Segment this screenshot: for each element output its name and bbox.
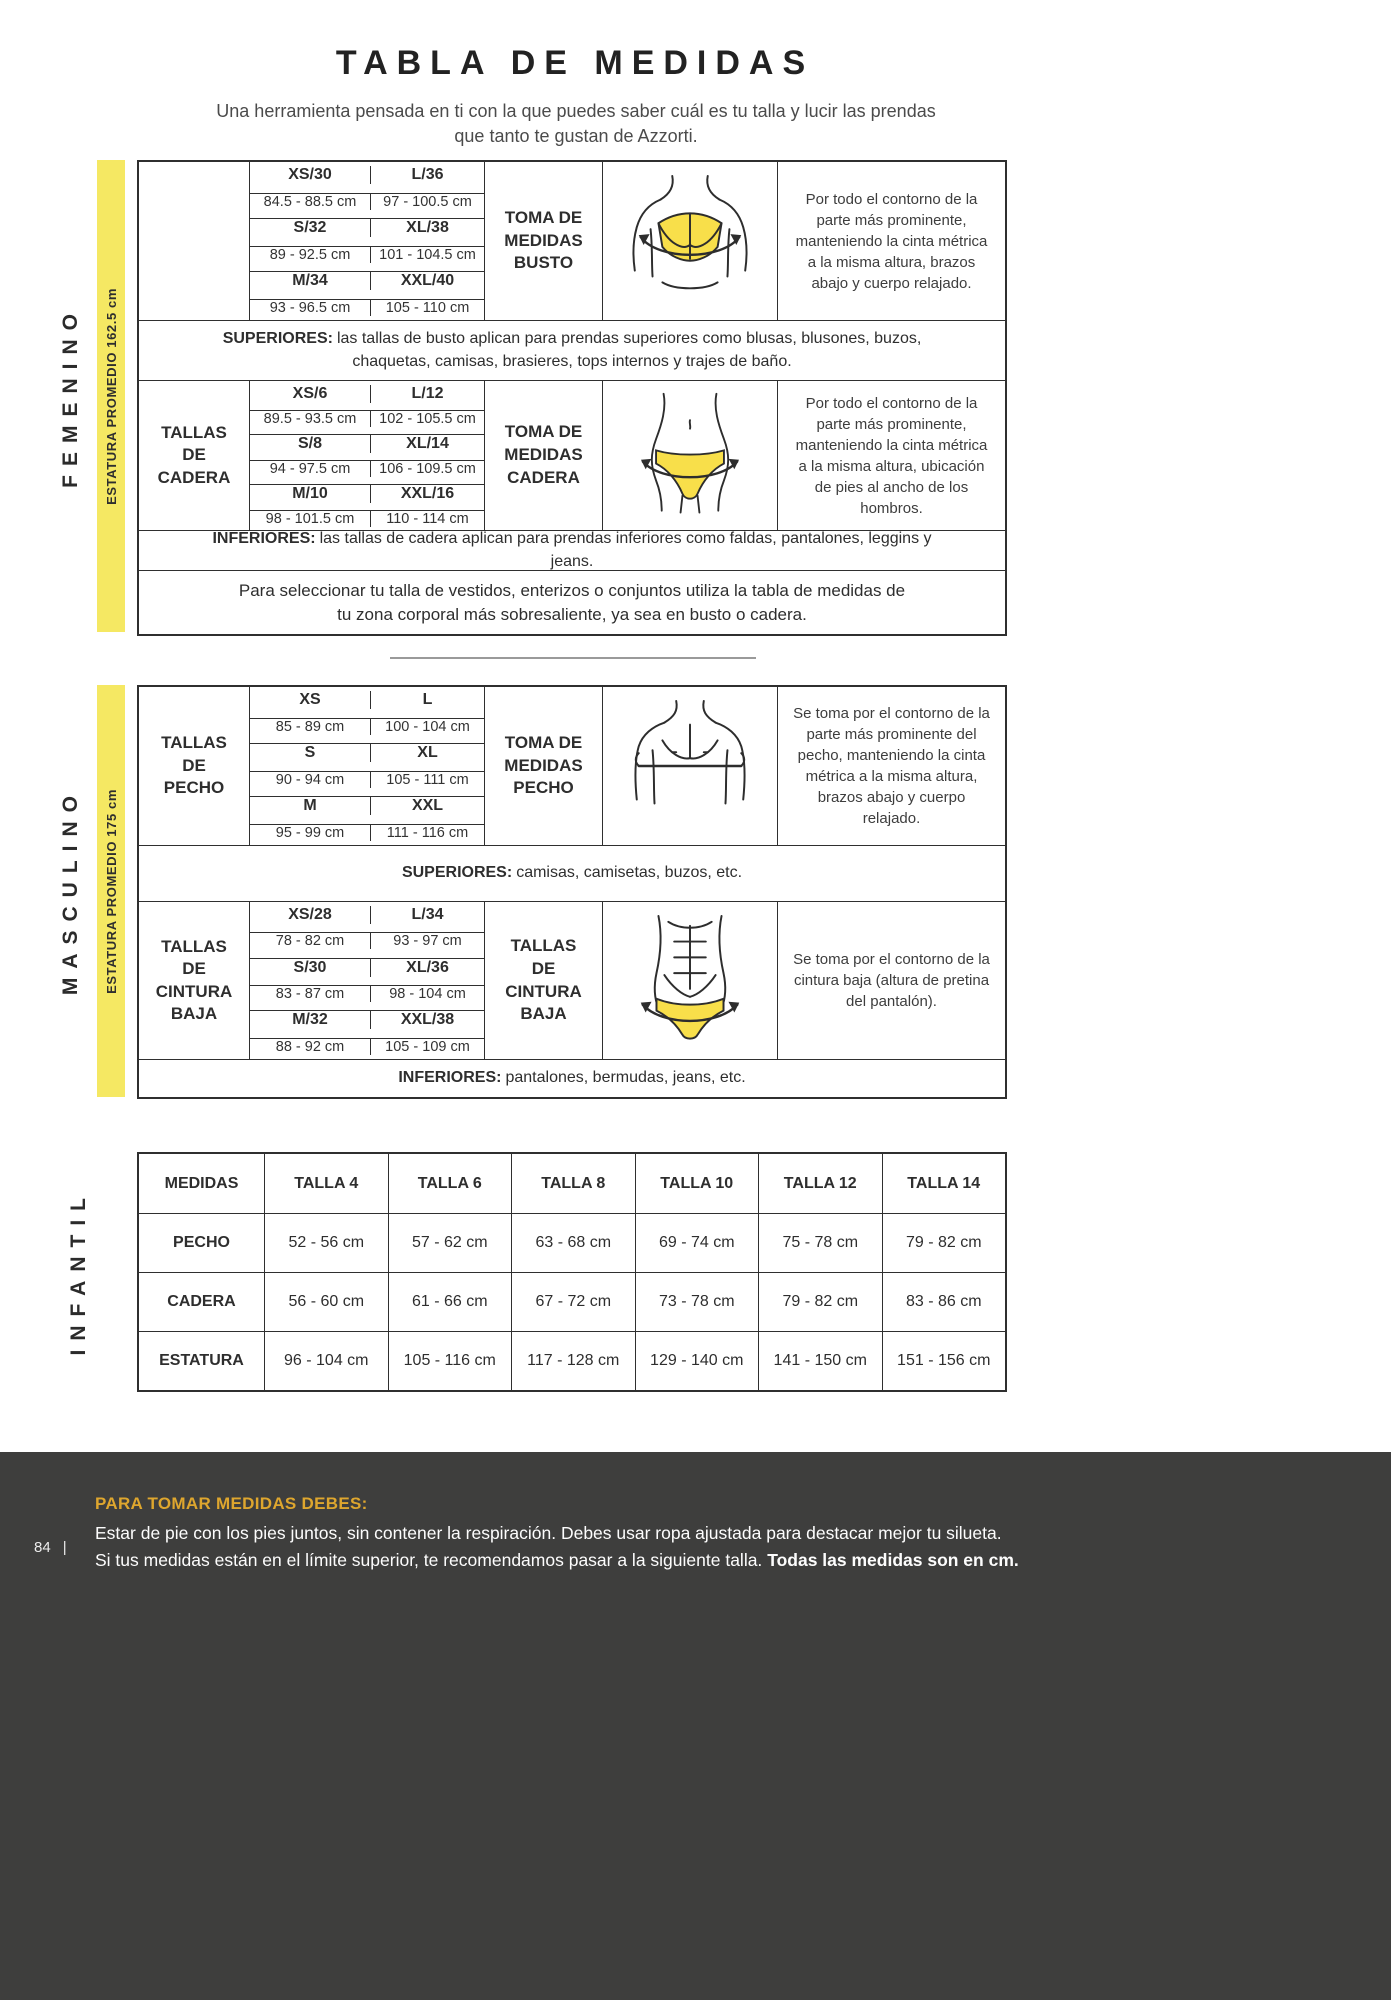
size-cell: M/32 — [250, 1010, 370, 1029]
vestidos-note-text: Para seleccionar tu talla de vestidos, enterizos o conjuntos utiliza la tabla de medidas de tu zona corporal más sobresaliente, ya sea en busto o cadera. — [238, 581, 906, 624]
footer — [0, 1452, 1391, 2000]
superiores-label: SUPERIORES: — [401, 864, 513, 882]
infantil-section-label-text: INFANTIL — [67, 1188, 90, 1356]
femenino-height-bar — [97, 160, 125, 632]
infantil-row-label: PECHO — [139, 1213, 264, 1272]
pecho-size-grid — [249, 687, 484, 845]
page-number — [34, 1539, 67, 1556]
range-cell: 95 - 99 cm — [250, 824, 370, 841]
superiores-text: camisas, camisetas, buzos, etc. — [516, 864, 743, 882]
femenino-inferiores-note — [139, 530, 1005, 570]
cadera-measure-title: TOMA DE MEDIDAS CADERA — [484, 381, 602, 530]
size-cell: M/10 — [250, 484, 370, 503]
size-cell: S — [250, 743, 370, 762]
range-cell: 93 - 96.5 cm — [250, 299, 370, 316]
infantil-value-cell: 141 - 150 cm — [758, 1331, 882, 1390]
size-cell: XL/36 — [370, 958, 484, 977]
size-cell: L/36 — [370, 166, 484, 184]
size-cell: L/34 — [370, 906, 484, 924]
infantil-value-cell: 83 - 86 cm — [882, 1272, 1006, 1331]
size-cell: XS/30 — [288, 166, 332, 184]
infantil-value-cell: 69 - 74 cm — [635, 1213, 759, 1272]
size-cell: L/12 — [370, 385, 484, 403]
infantil-value-cell: 63 - 68 cm — [511, 1213, 635, 1272]
size-cell: XL/38 — [370, 218, 484, 237]
range-cell: 78 - 82 cm — [250, 932, 370, 949]
infantil-header-cell: TALLA 4 — [264, 1154, 388, 1213]
infantil-value-cell: 67 - 72 cm — [511, 1272, 635, 1331]
size-cell: XL/14 — [370, 434, 484, 453]
footer-heading: PARA TOMAR MEDIDAS DEBES: — [95, 1494, 368, 1513]
page-title: TABLA DE MEDIDAS — [335, 44, 815, 82]
cadera-size-grid — [249, 381, 484, 530]
cintura-size-grid — [249, 902, 484, 1059]
cadera-description: Por todo el contorno de la parte más prominente, manteniendo la cinta métrica a la misma altura, ubicación de pies al ancho de los hombros. — [777, 381, 1005, 530]
pecho-measure-title: TOMA DE MEDIDAS PECHO — [484, 687, 602, 845]
range-cell: 100 - 104 cm — [370, 718, 484, 735]
infantil-value-cell: 73 - 78 cm — [635, 1272, 759, 1331]
masculino-section-label — [50, 685, 92, 1097]
infantil-value-cell: 79 - 82 cm — [882, 1213, 1006, 1272]
footer-line2-text: Si tus medidas están en el límite superior, te recomendamos pasar a la siguiente talla. — [95, 1550, 763, 1570]
inferiores-label: INFERIORES: — [398, 1069, 502, 1087]
range-cell: 110 - 114 cm — [370, 510, 484, 527]
infantil-value-cell: 61 - 66 cm — [388, 1272, 512, 1331]
size-cell: S/8 — [250, 434, 370, 453]
cintura-measure-title: TALLAS DE CINTURA BAJA — [484, 902, 602, 1059]
busto-size-grid — [249, 162, 484, 320]
infantil-section-label — [58, 1152, 100, 1392]
busto-block — [139, 162, 1005, 320]
femenino-size-table — [137, 160, 1007, 636]
female-bust-measure-icon — [610, 172, 770, 310]
infantil-value-cell: 151 - 156 cm — [882, 1331, 1006, 1390]
size-cell: XXL — [370, 796, 484, 815]
infantil-header-cell: TALLA 6 — [388, 1154, 512, 1213]
infantil-value-cell: 105 - 116 cm — [388, 1331, 512, 1390]
infantil-value-cell: 56 - 60 cm — [264, 1272, 388, 1331]
pecho-row-label: TALLAS DE PECHO — [161, 733, 227, 798]
size-cell: L — [370, 691, 484, 709]
infantil-header-cell: MEDIDAS — [164, 1174, 239, 1192]
size-cell: XS/6 — [292, 384, 328, 402]
masculino-section-label-text: MASCULINO — [59, 786, 82, 996]
infantil-value-cell: 117 - 128 cm — [511, 1331, 635, 1390]
infantil-value-cell: 79 - 82 cm — [758, 1272, 882, 1331]
inferiores-label: INFERIORES: — [212, 530, 316, 548]
male-low-waist-measure-icon — [610, 912, 770, 1050]
masculino-inferiores-note — [139, 1059, 1005, 1097]
cadera-block — [139, 380, 1005, 530]
range-cell: 89 - 92.5 cm — [250, 246, 370, 263]
range-cell: 97 - 100.5 cm — [370, 193, 484, 210]
range-cell: 83 - 87 cm — [250, 985, 370, 1002]
page-number-separator: | — [62, 1539, 67, 1556]
infantil-row-label: ESTATURA — [139, 1331, 264, 1390]
infantil-value-cell: 52 - 56 cm — [264, 1213, 388, 1272]
footer-instructions-line1: Estar de pie con los pies juntos, sin contener la respiración. Debes usar ropa ajustada para destacar mejor tu silueta. — [95, 1523, 1002, 1543]
masculino-size-table — [137, 685, 1007, 1099]
pecho-description: Se toma por el contorno de la parte más prominente del pecho, manteniendo la cinta métrica a la misma altura, brazos abajo y cuerpo relajado. — [777, 687, 1005, 845]
range-cell: 101 - 104.5 cm — [370, 246, 484, 263]
range-cell: 90 - 94 cm — [250, 771, 370, 788]
vestidos-note — [139, 570, 1005, 634]
infantil-header-cell: TALLA 14 — [882, 1154, 1006, 1213]
range-cell: 105 - 109 cm — [370, 1038, 484, 1055]
range-cell: 102 - 105.5 cm — [370, 410, 484, 427]
masculino-height-note: ESTATURA PROMEDIO 175 cm — [103, 788, 119, 994]
size-cell: S/32 — [250, 218, 370, 237]
infantil-row-label: CADERA — [139, 1272, 264, 1331]
femenino-superiores-note — [139, 320, 1005, 380]
superiores-label: SUPERIORES: — [222, 330, 333, 348]
female-hip-measure-icon — [610, 390, 770, 522]
range-cell: 94 - 97.5 cm — [250, 460, 370, 477]
infantil-value-cell: 129 - 140 cm — [635, 1331, 759, 1390]
infantil-header-cell: TALLA 12 — [758, 1154, 882, 1213]
size-cell: S/30 — [250, 958, 370, 977]
page-subtitle: Una herramienta pensada en ti con la que puedes saber cuál es tu talla y lucir las prendas que tanto te gustan de Azzorti. — [216, 101, 936, 146]
pecho-illustration — [602, 687, 777, 845]
infantil-value-cell: 57 - 62 cm — [388, 1213, 512, 1272]
size-cell: XS — [299, 691, 321, 709]
range-cell: 98 - 104 cm — [370, 985, 484, 1002]
range-cell: 106 - 109.5 cm — [370, 460, 484, 477]
infantil-header-cell: TALLA 8 — [511, 1154, 635, 1213]
infantil-header-cell: TALLA 10 — [635, 1154, 759, 1213]
cintura-block — [139, 901, 1005, 1059]
masculino-height-bar — [97, 685, 125, 1097]
cintura-row-label: TALLAS DE CINTURA BAJA — [155, 936, 233, 1023]
superiores-text: las tallas de busto aplican para prendas superiores como blusas, blusones, buzos, chaquetas, camisas, brasieres, tops internos y trajes de baño. — [336, 330, 922, 370]
cintura-description: Se toma por el contorno de la cintura baja (altura de pretina del pantalón). — [777, 902, 1005, 1059]
range-cell: 89.5 - 93.5 cm — [250, 410, 370, 427]
range-cell: 111 - 116 cm — [370, 824, 484, 841]
size-cell: XXL/16 — [370, 484, 484, 503]
femenino-height-note: ESTATURA PROMEDIO 162.5 cm — [103, 287, 119, 505]
pecho-block — [139, 687, 1005, 845]
infantil-value-cell: 96 - 104 cm — [264, 1331, 388, 1390]
size-cell: M/34 — [250, 271, 370, 290]
inferiores-text: pantalones, bermudas, jeans, etc. — [505, 1069, 746, 1087]
page-number-text: 84 — [34, 1539, 51, 1556]
femenino-section-label — [50, 160, 92, 632]
footer-line2-bold-text: Todas las medidas son en cm. — [767, 1550, 1019, 1570]
busto-row-label — [139, 162, 249, 320]
infantil-size-table — [137, 1152, 1007, 1392]
range-cell: 85 - 89 cm — [250, 718, 370, 735]
busto-description: Por todo el contorno de la parte más prominente, manteniendo la cinta métrica a la misma altura, brazos abajo y cuerpo relajado. — [777, 162, 1005, 320]
range-cell: 84.5 - 88.5 cm — [250, 193, 370, 210]
range-cell: 98 - 101.5 cm — [250, 510, 370, 527]
cintura-illustration — [602, 902, 777, 1059]
infantil-value-cell: 75 - 78 cm — [758, 1213, 882, 1272]
range-cell: 93 - 97 cm — [370, 932, 484, 949]
male-chest-measure-icon — [610, 697, 770, 835]
size-cell: XXL/40 — [370, 271, 484, 290]
cadera-row-label: TALLAS DE CADERA — [157, 422, 231, 487]
range-cell: 105 - 111 cm — [370, 771, 484, 788]
section-divider — [390, 657, 756, 659]
range-cell: 88 - 92 cm — [250, 1038, 370, 1055]
inferiores-text: las tallas de cadera aplican para prendas inferiores como faldas, pantalones, leggins y jeans. — [319, 530, 932, 570]
busto-measure-title: TOMA DE MEDIDAS BUSTO — [484, 162, 602, 320]
cadera-illustration — [602, 381, 777, 530]
size-cell: XL — [370, 743, 484, 762]
size-cell: XXL/38 — [370, 1010, 484, 1029]
size-cell: M — [250, 796, 370, 815]
range-cell: 105 - 110 cm — [370, 299, 484, 316]
busto-illustration — [602, 162, 777, 320]
masculino-superiores-note — [139, 845, 1005, 901]
size-cell: XS/28 — [288, 906, 332, 924]
footer-instructions-line2 — [95, 1549, 1019, 1572]
femenino-section-label-text: FEMENINO — [59, 304, 82, 488]
